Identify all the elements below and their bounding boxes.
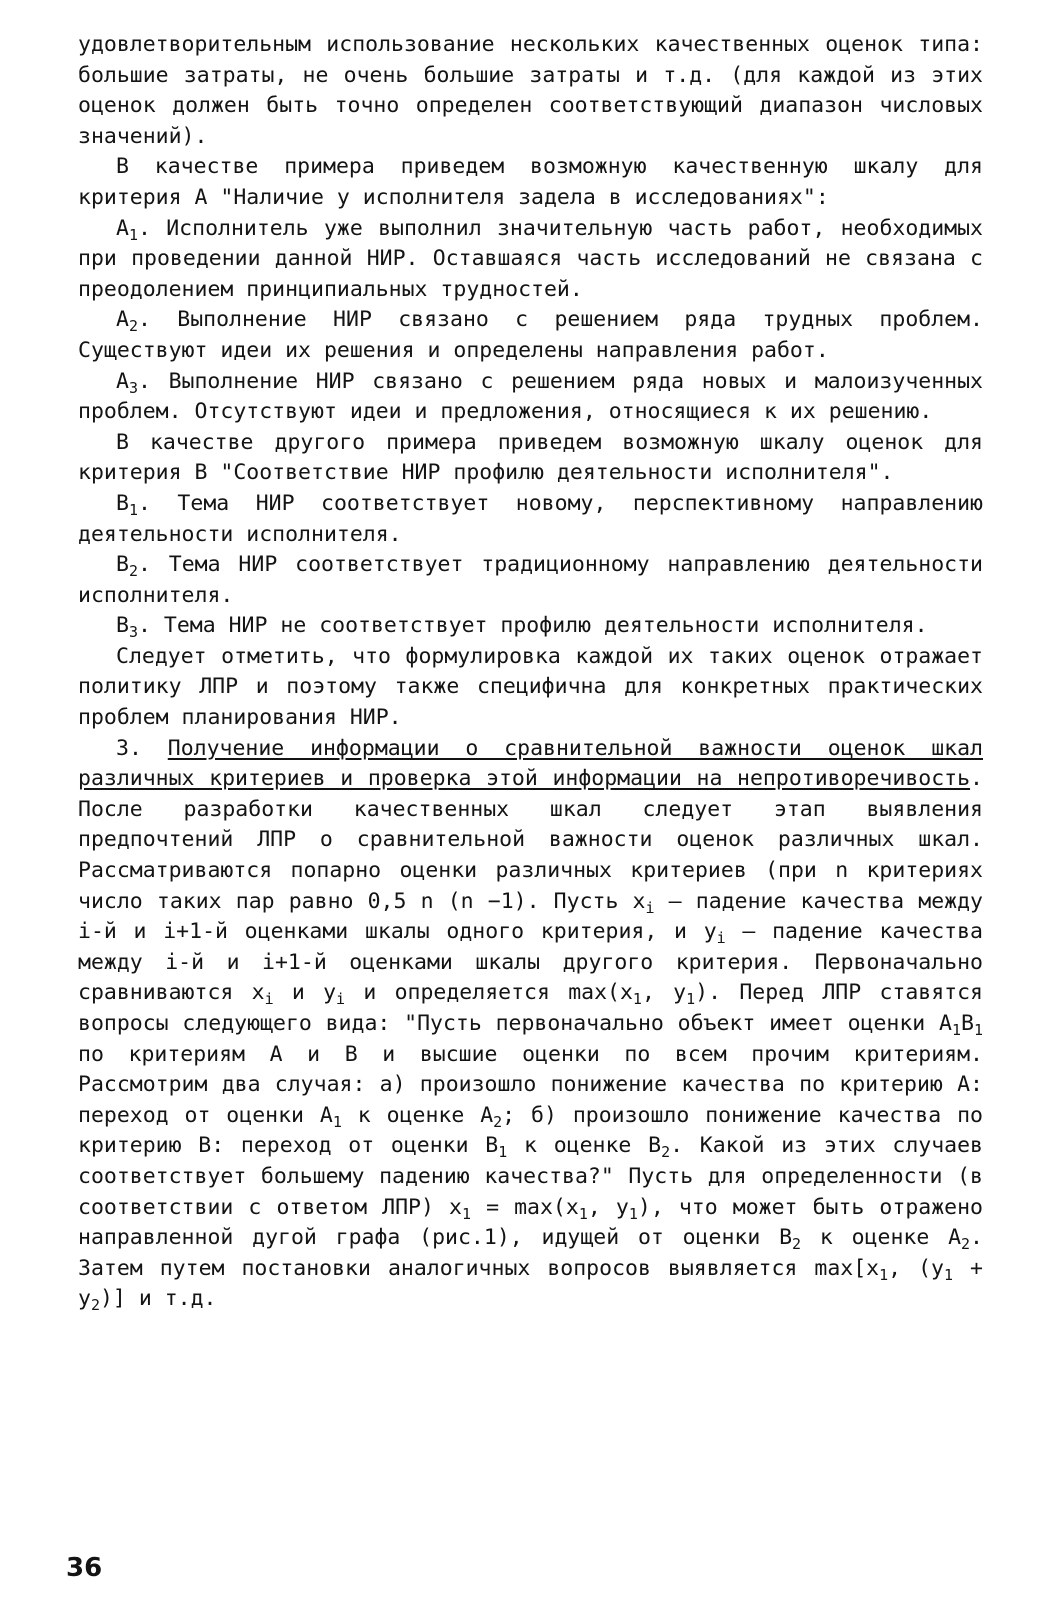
paragraph xyxy=(78,367,983,428)
text-run: , y xyxy=(641,980,687,1006)
subscript: 2 xyxy=(661,1143,671,1162)
text-run: = max(x xyxy=(470,1194,579,1220)
text-run: ; б) произошло понижение качества по критерию В: переход от оценки В xyxy=(78,1102,983,1159)
text-run: В качестве другого примера приведем возможную шкалу оценок для критерия В "Соответствие НИР профилю деятельности исполнителя". xyxy=(78,429,983,486)
text-run: по критериям А и В и высшие оценки по всем прочим критериям. Рассмотрим два случая: а) произошло понижение качества по критерию А: переход от оценки А xyxy=(78,1041,983,1128)
paragraph xyxy=(78,642,983,734)
text-run: . Затем путем постановки аналогичных вопросов выявляется max[x xyxy=(78,1225,983,1281)
subscript: 2 xyxy=(792,1235,802,1254)
text-run: . Тема НИР не соответствует профилю деятельности исполнителя. xyxy=(137,613,928,639)
subscript: 1 xyxy=(461,1204,471,1223)
subscript: 1 xyxy=(973,1021,983,1039)
text-run: Следует отметить, что формулировка каждой их таких оценок отражает политику ЛПР и поэтому также специфична для конкретных практических проблем планирования НИР. xyxy=(78,643,983,731)
paragraph xyxy=(78,428,983,489)
subscript: 1 xyxy=(578,1204,588,1223)
text-run: к оценке В xyxy=(507,1133,662,1159)
text-run: В xyxy=(116,552,129,578)
text-run: + y xyxy=(78,1255,983,1312)
text-run: к оценке А xyxy=(801,1225,962,1251)
subscript: 1 xyxy=(128,500,138,519)
subscript: 1 xyxy=(951,1021,962,1039)
subscript: 2 xyxy=(90,1296,100,1315)
paragraph xyxy=(78,305,983,366)
subscript: i xyxy=(336,990,346,1009)
text-run: . Исполнитель уже выполнил значительную часть работ, необходимых при проведении данной НИР. Оставшаяся часть исследований не связана с преодолением принципиальных трудностей. xyxy=(78,215,983,302)
text-run: удовлетворительным использование нескольких качественных оценок типа: большие затраты, не очень большие затраты и т.д. (для каждой из этих оценок должен быть точно определен соответствующий диапазон числовых значений). xyxy=(78,32,983,149)
text-run: А xyxy=(116,368,129,394)
text-run: А xyxy=(116,307,129,333)
text-run: ), что может быть отражено направленной дугой графа (рис.1), идущей от оценки В xyxy=(78,1194,983,1251)
text-run: В xyxy=(116,490,129,516)
text-run: . Выполнение НИР связано с решением ряда трудных проблем. Существуют идеи их решения и определены направления работ. xyxy=(78,307,983,363)
paragraph xyxy=(78,152,983,213)
text-run: . После разработки качественных шкал следует этап выявления предпочтений ЛПР о сравнительной важности оценок различных шкал. Рассматриваются попарно оценки различных критериев (при n критериях число таких пар равно 0,5 n (n −1). Пусть x xyxy=(78,766,983,914)
subscript: 2 xyxy=(128,562,138,581)
subscript: 1 xyxy=(879,1265,889,1284)
page-number: 36 xyxy=(66,1553,103,1583)
text-run: – падение качества между i-й и i+1-й оценками шкалы одного критерия, и y xyxy=(78,888,983,945)
paragraph xyxy=(78,489,983,550)
text-run: В xyxy=(961,1011,974,1036)
text-run: . Тема НИР соответствует традиционному направлению деятельности исполнителя. xyxy=(78,552,983,608)
subscript: 1 xyxy=(944,1265,954,1284)
text-run: , (y xyxy=(888,1255,944,1281)
text-run: и y xyxy=(273,980,337,1006)
paragraph xyxy=(78,214,983,306)
subscript: 3 xyxy=(128,623,138,642)
subscript: 2 xyxy=(128,317,138,336)
text-run: – падение качества между i-й и i+1-й оценками шкалы другого критерия. Первоначально сравниваются x xyxy=(78,919,983,1006)
text-run: А xyxy=(116,215,129,241)
text-run: , y xyxy=(587,1194,629,1220)
subscript: 1 xyxy=(128,225,138,244)
subscript: 2 xyxy=(493,1112,503,1131)
text-run: В качестве примера приведем возможную качественную шкалу для критерия А "Наличие у исполнителя задела в исследованиях": xyxy=(78,154,983,210)
subscript: 1 xyxy=(686,990,696,1009)
paragraph xyxy=(78,734,983,1315)
subscript: i xyxy=(645,898,655,917)
subscript: 1 xyxy=(498,1143,508,1162)
subscript: 1 xyxy=(632,990,642,1009)
paragraph xyxy=(78,611,983,642)
subscript: 1 xyxy=(628,1204,638,1223)
subscript: 2 xyxy=(961,1235,971,1254)
text-run: В xyxy=(116,613,129,639)
page-body xyxy=(78,30,983,1315)
paragraph xyxy=(78,550,983,611)
text-run: . Тема НИР соответствует новому, перспективному направлению деятельности исполнителя. xyxy=(78,490,983,547)
text-run: и определяется max(x xyxy=(345,980,633,1006)
subscript: i xyxy=(716,929,726,948)
subscript: 1 xyxy=(332,1112,342,1131)
text-run: )] и т.д. xyxy=(99,1286,217,1312)
section-heading: Получение информации о сравнительной важности оценок шкал различных критериев и проверка этой информации на непротиворечивость xyxy=(78,735,983,792)
text-run: 3. xyxy=(116,735,168,761)
text-run: к оценке А xyxy=(341,1102,494,1128)
text-run: . Какой из этих случаев соответствует большему падению качества?" Пусть для определенности (в соответствии с ответом ЛПР) x xyxy=(78,1133,983,1220)
text-run: ). Перед ЛПР ставятся вопросы следующего вида: "Пусть первоначально объект имеет оценки А xyxy=(78,980,983,1036)
text-run: . Выполнение НИР связано с решением ряда новых и малоизученных проблем. Отсутствуют идеи и предложения, относящиеся к их решению. xyxy=(78,368,983,425)
subscript: i xyxy=(264,990,274,1009)
paragraph xyxy=(78,30,983,152)
subscript: 3 xyxy=(128,378,138,397)
